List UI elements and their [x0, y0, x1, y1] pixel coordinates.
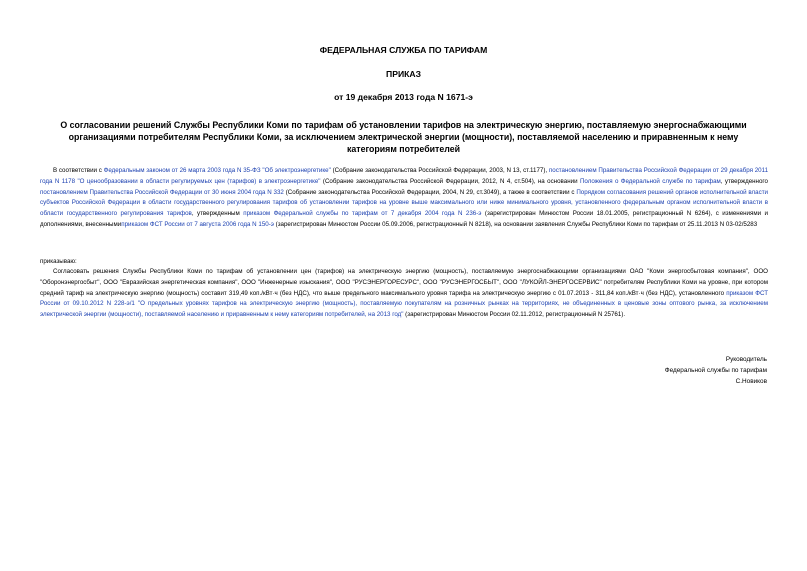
preamble-text-7: (зарегистрирован Минюстом России 18.01.2005, регистрационный N 6264), с изменениями и дополнениями, внесенными	[40, 210, 768, 228]
government-decree-1178-link[interactable]: постановлением Правительства Российской Федерации от 29 декабря 2011 года N 1178 "О ценообразовании в области регулируемых цен (тарифов) в электроэнергетике"	[40, 167, 769, 185]
decision-paragraph	[40, 267, 768, 321]
fst-regulation-link[interactable]: Положения о Федеральной службе по тарифам	[579, 177, 721, 185]
preamble-text-5: (Собрание законодательства Российской Федерации, 2004, N 29, ст.3049), а также в соответствии с	[283, 188, 577, 196]
signatory-position: Руководитель	[725, 356, 767, 363]
preamble-text-1: В соответствии с	[53, 167, 104, 174]
orders-word: приказываю:	[40, 258, 77, 265]
signatory-organization: Федеральной службы по тарифам	[664, 367, 767, 375]
federal-law-link[interactable]: Федеральным законом от 26 марта 2003 года N 35-ФЗ "Об электроэнергетике"	[103, 167, 331, 174]
decision-text-2: (зарегистрирован Минюстом России 02.11.2012, регистрационный N 25761).	[403, 311, 626, 319]
preamble-text-4: , утвержденного	[720, 177, 768, 185]
government-decree-332-link[interactable]: постановлением Правительства Российской Федерации от 30 июня 2004 года N 332	[40, 188, 284, 196]
document-title: О согласовании решений Службы Республики Коми по тарифам об установлении тарифов на электрическую энергию, поставляемую энергоснабжающими организациями потребителям Республики Коми, за исключением электрической энергии (мощности), поставляемой населению и приравненным к нему категориям потребителей	[60, 120, 747, 154]
fst-order-236-link[interactable]: приказом Федеральной службы по тарифам от 7 декабря 2004 года N 236-э	[243, 210, 482, 218]
document-date: от 19 декабря 2013 года N 1671-э	[334, 92, 473, 102]
fst-order-228-link[interactable]: приказом ФСТ России от 09.10.2012 N 228-э/1 "О предельных уровнях тарифов на электрическую энергию (мощность), поставляемую покупателям на розничных рынках на территориях, не объединенных в ценовые зоны оптового рынка, за исключением электрической энергии (мощности), поставляемой населению и приравненным к нему категориям потребителей, на 2013 год"	[40, 289, 769, 319]
agency-name: ФЕДЕРАЛЬНАЯ СЛУЖБА ПО ТАРИФАМ	[319, 45, 488, 55]
signature-block	[467, 354, 767, 388]
decision-text-1: Согласовать решения Службы Республики Коми по тарифам об установлении цен (тарифов) на электрическую энергию (мощность), поставляемую энергоснабжающими организациями ОАО "Коми энергосбытовая компания", ООО "Оборонэнергосбыт", ООО "Евразийская энергетическая компания", ООО "Инженерные изыскания", ООО "РУСЭНЕРГОРЕСУРС", ООО "РУСЭНЕРГОСБЫТ", ООО "ЛУКОЙЛ-ЭНЕРГОСЕРВИС" потребителям Республики Коми на уровне, при котором средний тариф на электрическую энергию (мощность) составит 319,49 коп./кВт·ч (без НДС), что выше предельного максимального уровня тарифа на электрическую энергию с 01.07.2013 - 311,84 коп./кВт·ч (без НДС), установленного	[40, 268, 768, 297]
approval-procedure-link[interactable]: Порядком согласования решений органов исполнительной власти субъектов Российской Федерации в области государственного регулирования тарифов об установлении тарифов на уровне выше максимального или ниже минимального уровня, установленного федеральным органом исполнительной власти в области государственного регулирования тарифов	[40, 188, 768, 218]
preamble-paragraph	[40, 166, 768, 231]
preamble-text-6: , утвержденным	[191, 210, 244, 218]
preamble-text-3: (Собрание законодательства Российской Федерации, 2012, N 4, ст.504), на основании	[320, 177, 580, 185]
preamble-text-8: (зарегистрирован Минюстом России 05.09.2006, регистрационный N 8218), на основании заявления Службы Республики Коми по тарифам от 25.11.2013 N 03-02/5283	[273, 220, 758, 228]
signatory-name: С.Новиков	[735, 378, 767, 386]
document-type: ПРИКАЗ	[386, 69, 421, 79]
fst-order-150-link[interactable]: приказом ФСТ России от 7 августа 2006 года N 150-э	[121, 220, 274, 228]
preamble-text-2: (Собрание законодательства Российской Федерации, 2003, N 13, ст.1177),	[330, 167, 549, 174]
